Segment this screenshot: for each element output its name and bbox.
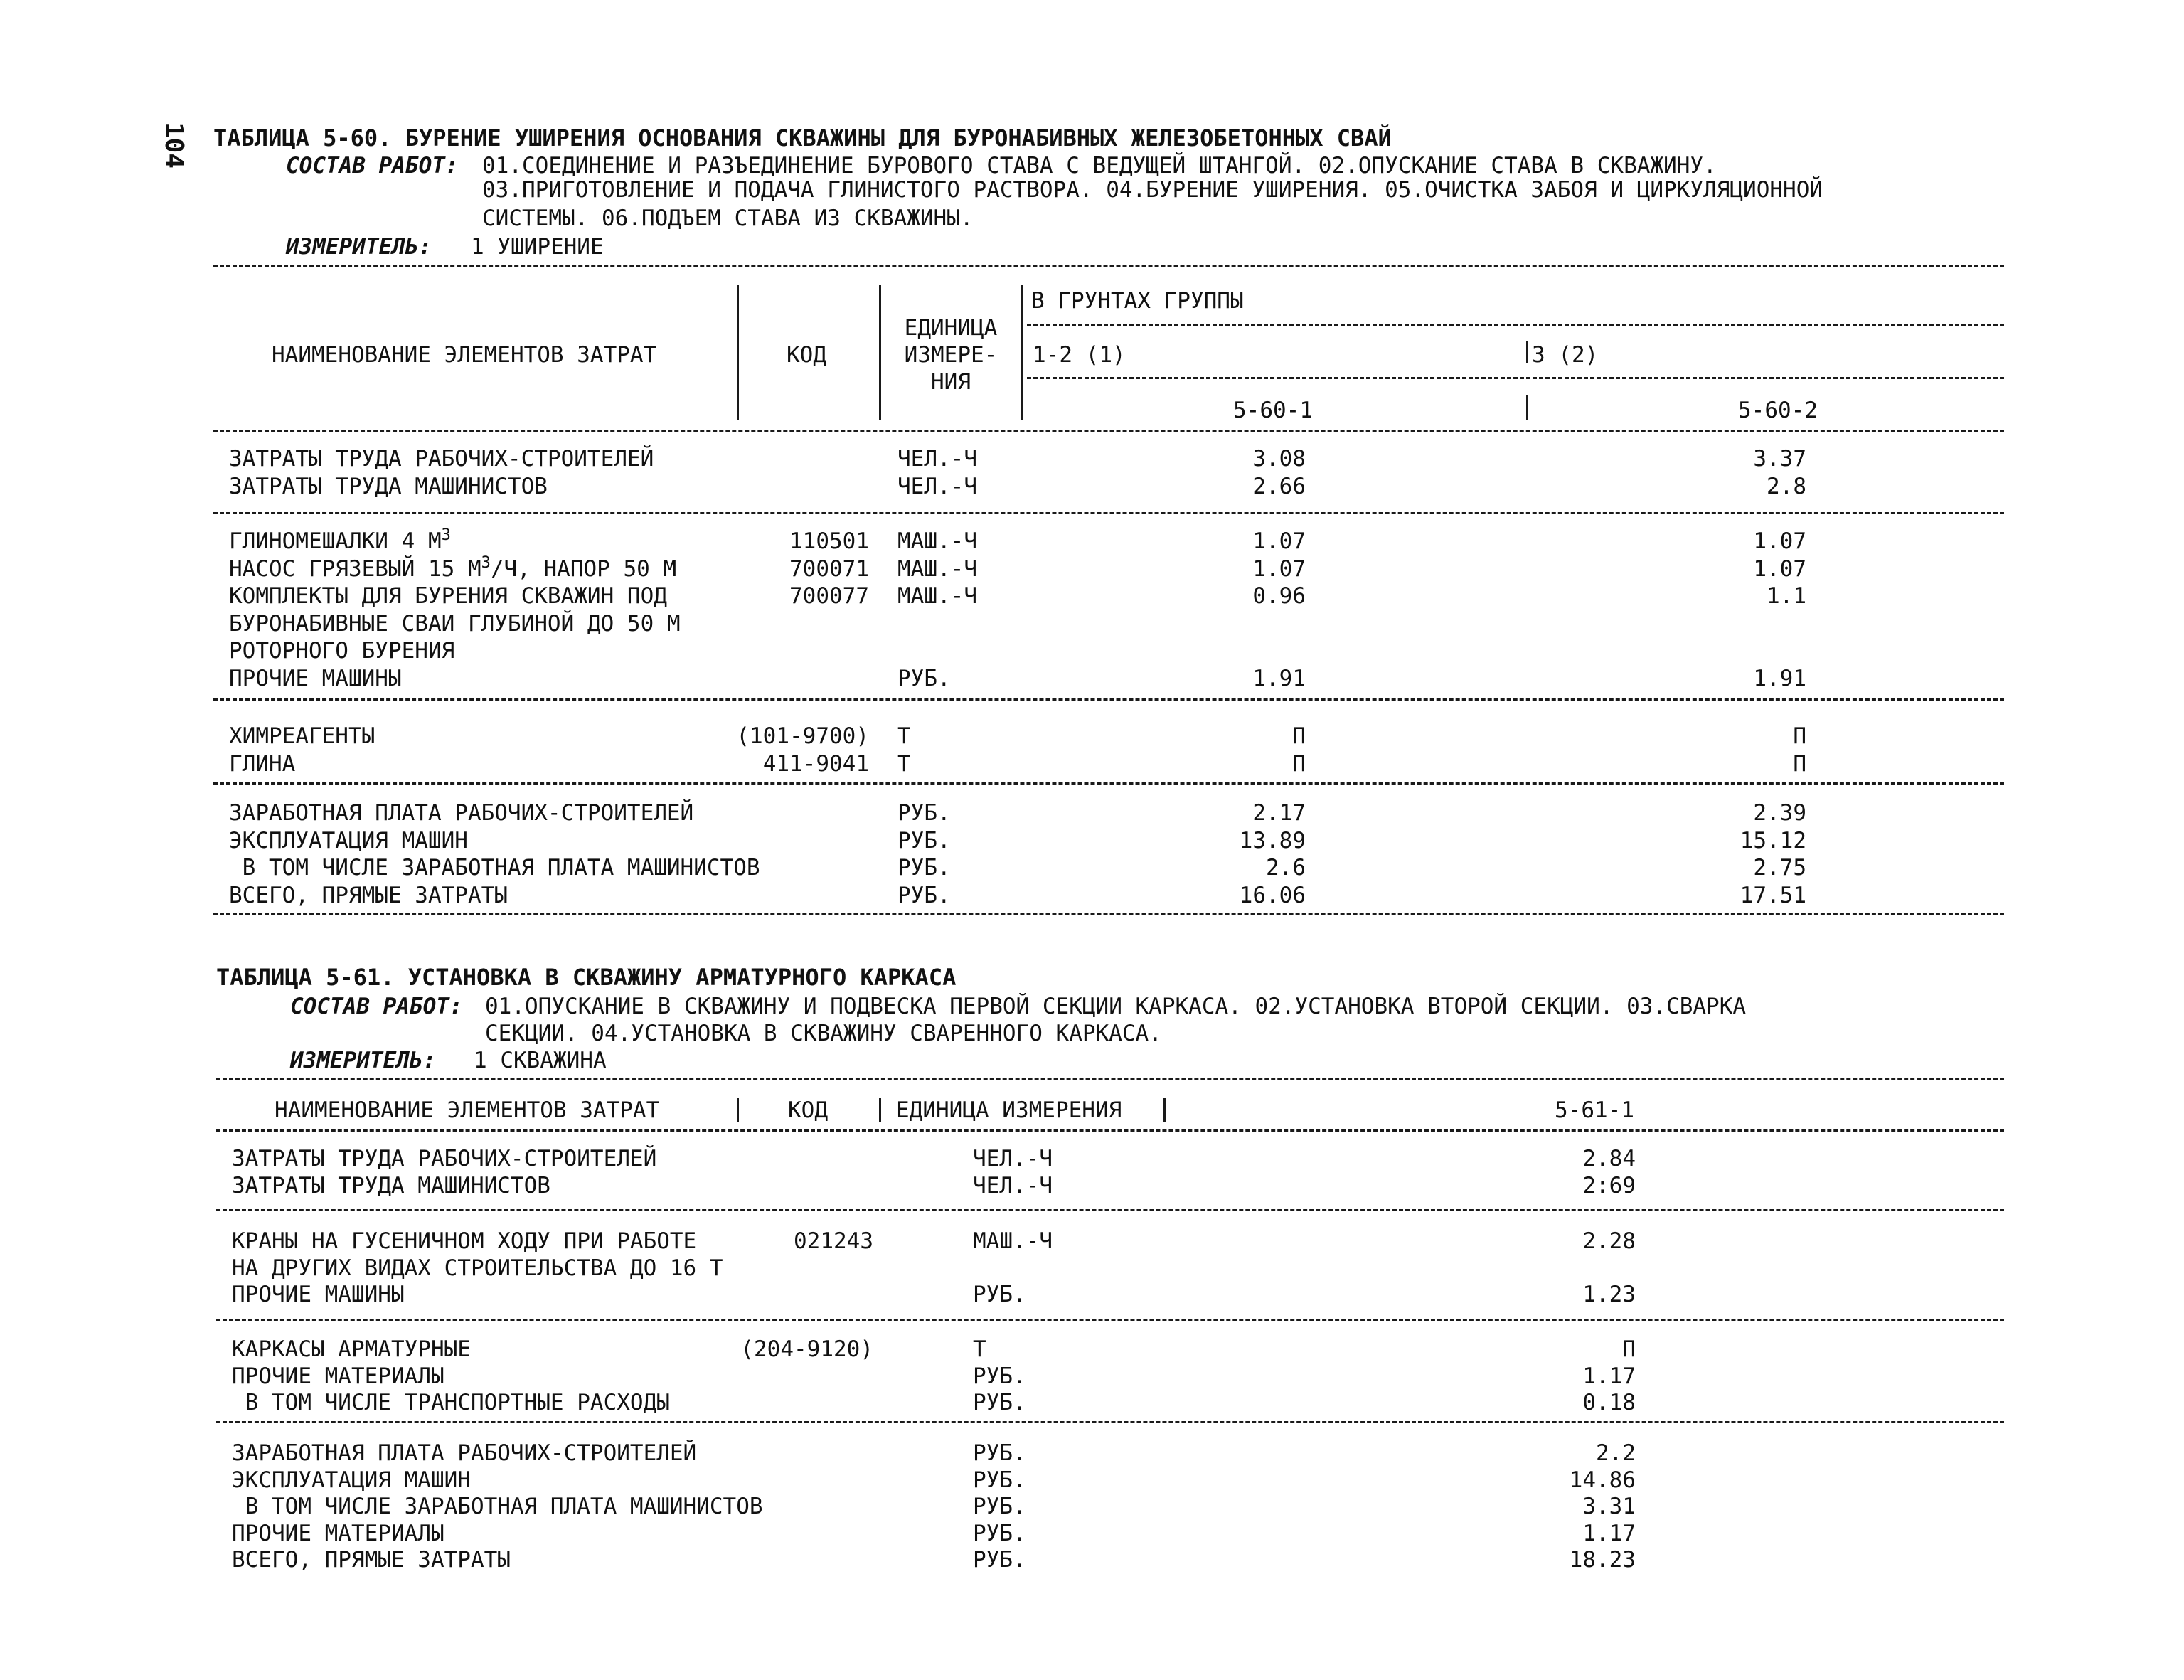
table1-row-value-1: 1.91 <box>1252 666 1306 691</box>
table1-row-unit: ЧЕЛ.-Ч <box>897 446 977 472</box>
table1-row-code: 411-9041 <box>762 751 869 777</box>
table1-row-name <box>229 885 508 907</box>
table1-header-rule <box>1027 377 2004 379</box>
table1-col-divider <box>879 285 881 420</box>
table2-row-value: П <box>1622 1336 1636 1362</box>
table2-top-rule <box>216 1078 2004 1080</box>
table1-row-unit: РУБ. <box>897 666 951 691</box>
table1-header-code: КОД <box>787 342 826 368</box>
table1-row-name <box>229 448 654 470</box>
table2-row-name <box>232 1336 471 1362</box>
table1-row-name <box>229 830 468 852</box>
row-name-text: ХИМРЕАГЕНТЫ <box>229 723 375 749</box>
table2-section-rule <box>216 1421 2004 1423</box>
table1-row-value-2: 2.75 <box>1753 855 1806 881</box>
table2-row-unit: РУБ. <box>973 1282 1026 1307</box>
table2-row-value: 3.31 <box>1582 1494 1636 1519</box>
row-name-text: ПРОЧИЕ МАТЕРИАЛЫ <box>232 1521 444 1546</box>
table1-row-value-1: 2.6 <box>1266 855 1306 881</box>
table1-header-unit: ИЗМЕРЕ- <box>904 342 998 368</box>
table1-row-value-2: 1.07 <box>1753 556 1806 582</box>
table1-row-value-2: П <box>1793 751 1806 777</box>
table2-row-name <box>232 1549 511 1571</box>
row-name-text: ЗАРАБОТНАЯ ПЛАТА РАБОЧИХ-СТРОИТЕЛЕЙ <box>232 1440 697 1466</box>
table2-row-value: 1.23 <box>1582 1282 1636 1307</box>
table1-header-col1: 5-60-1 <box>1233 398 1313 423</box>
table1-top-rule <box>213 265 2004 267</box>
table1-row-value-1: 2.17 <box>1252 800 1306 826</box>
table1-row-name <box>229 668 402 690</box>
table1-row-unit: МАШ.-Ч <box>897 583 977 609</box>
table2-row-unit: МАШ.-Ч <box>973 1228 1053 1254</box>
table2-row-unit: РУБ. <box>973 1494 1026 1519</box>
table1-row-value-1: П <box>1292 751 1306 777</box>
table1-row-value-1: 3.08 <box>1252 446 1306 472</box>
table1-row-unit: РУБ. <box>897 800 951 826</box>
table2-row-name <box>232 1469 471 1492</box>
table1-measure-value: 1 УШИРЕНИЕ <box>471 234 604 260</box>
table1-row-value-1: 2.66 <box>1252 474 1306 499</box>
table1-row-code: 700077 <box>789 583 869 609</box>
table2-row-name <box>232 1363 444 1389</box>
table2-row-unit: ЧЕЛ.-Ч <box>973 1173 1053 1198</box>
table2-row-code: 021243 <box>794 1228 873 1254</box>
table1-title: ТАБЛИЦА 5-60. БУРЕНИЕ УШИРЕНИЯ ОСНОВАНИЯ СКВАЖИНЫ ДЛЯ БУРОНАБИВНЫХ ЖЕЛЕЗОБЕТОННЫХ СВАЙ <box>213 124 1392 151</box>
table1-section-rule <box>213 913 2004 915</box>
table2-row-value: 0.18 <box>1582 1390 1636 1415</box>
table2-header-unit: ЕДИНИЦА ИЗМЕРЕНИЯ <box>896 1097 1122 1123</box>
table1-col-divider <box>1021 285 1023 420</box>
table1-row-name <box>229 476 548 498</box>
row-name-text: РОТОРНОГО БУРЕНИЯ <box>229 638 455 664</box>
table1-col-divider <box>737 285 739 420</box>
table1-header-col2: 5-60-2 <box>1738 398 1818 423</box>
row-name-text: ЗАТРАТЫ ТРУДА РАБОЧИХ-СТРОИТЕЛЕЙ <box>232 1146 657 1171</box>
table2-header-name: НАИМЕНОВАНИЕ ЭЛЕМЕНТОВ ЗАТРАТ <box>275 1097 660 1123</box>
table2-row-name <box>232 1284 405 1306</box>
table1-row-value-1: 1.07 <box>1252 556 1306 582</box>
table2-row-unit: Т <box>973 1336 986 1362</box>
table1-header-group: В ГРУНТАХ ГРУППЫ <box>1031 288 1244 314</box>
table2-row-value: 2.84 <box>1582 1146 1636 1171</box>
table1-col-divider <box>1526 395 1528 420</box>
table1-row-unit: Т <box>897 751 911 777</box>
row-name-text: В ТОМ ЧИСЛЕ ТРАНСПОРТНЫЕ РАСХОДЫ <box>232 1390 670 1415</box>
superscript: 3 <box>481 554 491 572</box>
row-name-text: БУРОНАБИВНЫЕ СВАИ ГЛУБИНОЙ ДО 50 М <box>229 611 681 637</box>
row-name-text: ЗАТРАТЫ ТРУДА МАШИНИСТОВ <box>232 1173 550 1198</box>
table1-col-divider <box>1526 341 1528 363</box>
table2-col-divider <box>737 1098 739 1122</box>
table1-row-name <box>229 554 677 582</box>
table2-row-unit: РУБ. <box>973 1440 1026 1466</box>
row-name-text: КОМПЛЕКТЫ ДЛЯ БУРЕНИЯ СКВАЖИН ПОД <box>229 583 667 609</box>
row-name-text: В ТОМ ЧИСЛЕ ЗАРАБОТНАЯ ПЛАТА МАШИНИСТОВ <box>229 855 760 881</box>
row-name-text: ЭКСПЛУАТАЦИЯ МАШИН <box>229 828 468 854</box>
table1-composition-label: СОСТАВ РАБОТ: <box>286 153 459 179</box>
table1-row-unit: РУБ. <box>897 883 951 908</box>
row-name-text: ГЛИНА <box>229 751 296 777</box>
table2-measure-label: ИЗМЕРИТЕЛЬ: <box>290 1048 437 1073</box>
table2-section-rule <box>216 1319 2004 1321</box>
table1-row-value-2: 3.37 <box>1753 446 1806 472</box>
table2-row-name <box>232 1255 723 1281</box>
table1-row-name <box>229 725 375 748</box>
table2-row-value: 2:69 <box>1582 1173 1636 1198</box>
table2-header-bottom-rule <box>216 1129 2004 1132</box>
row-name-text: ПРОЧИЕ МАШИНЫ <box>232 1282 405 1307</box>
table1-row-code: 110501 <box>789 528 869 554</box>
table1-section-rule <box>213 512 2004 514</box>
row-name-text: ЗАТРАТЫ ТРУДА МАШИНИСТОВ <box>229 474 548 499</box>
table1-row-unit: МАШ.-Ч <box>897 556 977 582</box>
table1-row-name <box>229 585 667 607</box>
table1-row-name <box>229 526 451 554</box>
table2-row-value: 2.28 <box>1582 1228 1636 1254</box>
table1-row-code: 700071 <box>789 556 869 582</box>
table1-row-name <box>229 857 760 879</box>
table1-section-rule <box>213 782 2004 785</box>
row-name-text: КРАНЫ НА ГУСЕНИЧНОМ ХОДУ ПРИ РАБОТЕ <box>232 1228 697 1254</box>
row-name-text: ЗАТРАТЫ ТРУДА РАБОЧИХ-СТРОИТЕЛЕЙ <box>229 446 654 472</box>
table2-row-name <box>232 1230 696 1253</box>
table2-row-unit: РУБ. <box>973 1363 1026 1389</box>
table2-row-name <box>232 1392 670 1414</box>
row-name-text: ЭКСПЛУАТАЦИЯ МАШИН <box>232 1467 471 1493</box>
table2-row-value: 14.86 <box>1569 1467 1636 1493</box>
table1-composition-line: 01.СОЕДИНЕНИЕ И РАЗЪЕДИНЕНИЕ БУРОВОГО СТАВА С ВЕДУЩЕЙ ШТАНГОЙ. 02.ОПУСКАНИЕ СТАВА В СКВАЖИНУ. <box>482 153 1717 179</box>
row-name-text: КАРКАСЫ АРМАТУРНЫЕ <box>232 1336 471 1362</box>
table2-row-name <box>232 1523 444 1545</box>
table1-measure-label: ИЗМЕРИТЕЛЬ: <box>286 234 432 260</box>
row-name-text: ВСЕГО, ПРЯМЫЕ ЗАТРАТЫ <box>229 883 508 908</box>
table2-row-name <box>232 1148 656 1170</box>
row-name-text: В ТОМ ЧИСЛЕ ЗАРАБОТНАЯ ПЛАТА МАШИНИСТОВ <box>232 1494 763 1519</box>
table1-row-value-2: 2.39 <box>1753 800 1806 826</box>
table1-row-value-2: 1.91 <box>1753 666 1806 691</box>
table1-row-value-2: 1.07 <box>1753 528 1806 554</box>
table1-row-value-1: 16.06 <box>1239 883 1306 908</box>
table2-row-value: 1.17 <box>1582 1521 1636 1546</box>
table1-header-group2: 3 (2) <box>1532 342 1599 368</box>
table2-section-rule <box>216 1209 2004 1211</box>
table1-row-unit: МАШ.-Ч <box>897 528 977 554</box>
table1-header-bottom-rule <box>213 430 2004 432</box>
table1-row-unit: ЧЕЛ.-Ч <box>897 474 977 499</box>
table2-row-value: 1.17 <box>1582 1363 1636 1389</box>
table1-composition-line: 03.ПРИГОТОВЛЕНИЕ И ПОДАЧА ГЛИНИСТОГО РАСТВОРА. 04.БУРЕНИЕ УШИРЕНИЯ. 05.ОЧИСТКА ЗАБОЯ И ЦИРКУЛЯЦИОННОЙ <box>482 177 1823 203</box>
table1-row-name <box>229 802 693 824</box>
table2-col-divider <box>1163 1098 1166 1122</box>
row-name-text: ПРОЧИЕ МАШИНЫ <box>229 666 402 691</box>
table1-row-unit: РУБ. <box>897 828 951 854</box>
table2-row-unit: РУБ. <box>973 1390 1026 1415</box>
table1-header-unit: ЕДИНИЦА <box>904 315 998 341</box>
table2-header-col1: 5-61-1 <box>1555 1097 1634 1123</box>
table2-row-unit: РУБ. <box>973 1547 1026 1573</box>
table2-row-unit: ЧЕЛ.-Ч <box>973 1146 1053 1171</box>
table1-row-name <box>229 613 681 635</box>
table1-header-unit: НИЯ <box>931 369 971 395</box>
table2-measure-value: 1 СКВАЖИНА <box>474 1048 607 1073</box>
row-name-text: НА ДРУГИХ ВИДАХ СТРОИТЕЛЬСТВА ДО 16 Т <box>232 1255 723 1281</box>
table2-composition-line: СЕКЦИИ. 04.УСТАНОВКА В СКВАЖИНУ СВАРЕННОГО КАРКАСА. <box>485 1021 1162 1046</box>
table2-col-divider <box>879 1098 881 1122</box>
row-name-text: ВСЕГО, ПРЯМЫЕ ЗАТРАТЫ <box>232 1547 511 1573</box>
table1-composition-line: СИСТЕМЫ. 06.ПОДЪЕМ СТАВА ИЗ СКВАЖИНЫ. <box>482 206 974 231</box>
table1-row-unit: РУБ. <box>897 855 951 881</box>
page-number: 104 <box>159 122 188 169</box>
table1-row-value-2: 1.1 <box>1767 583 1806 609</box>
table1-header-name: НАИМЕНОВАНИЕ ЭЛЕМЕНТОВ ЗАТРАТ <box>272 342 657 368</box>
table2-row-name <box>232 1175 550 1197</box>
table1-header-rule <box>1027 324 2004 326</box>
table2-row-unit: РУБ. <box>973 1467 1026 1493</box>
table2-row-value: 2.2 <box>1596 1440 1636 1466</box>
table1-row-value-2: 17.51 <box>1740 883 1806 908</box>
row-name-tail: /Ч, НАПОР 50 М <box>490 556 677 582</box>
table2-header-code: КОД <box>788 1097 828 1123</box>
table1-row-value-1: 13.89 <box>1239 828 1306 854</box>
table2-row-unit: РУБ. <box>973 1521 1026 1546</box>
row-name-text: ЗАРАБОТНАЯ ПЛАТА РАБОЧИХ-СТРОИТЕЛЕЙ <box>229 800 694 826</box>
table2-composition-label: СОСТАВ РАБОТ: <box>290 994 463 1019</box>
table2-row-code: (204-9120) <box>740 1336 873 1362</box>
table1-row-code: (101-9700) <box>736 723 869 749</box>
row-name-text: ГЛИНОМЕШАЛКИ 4 М <box>229 528 442 554</box>
table1-header-group1: 1-2 (1) <box>1033 342 1126 368</box>
table1-row-value-2: 15.12 <box>1740 828 1806 854</box>
table1-row-value-1: П <box>1292 723 1306 749</box>
table1-row-name <box>229 640 454 662</box>
table2-row-name <box>232 1496 763 1518</box>
table2-row-value: 18.23 <box>1569 1547 1636 1573</box>
table1-row-name <box>229 753 295 775</box>
table1-row-value-1: 0.96 <box>1252 583 1306 609</box>
row-name-text: ПРОЧИЕ МАТЕРИАЛЫ <box>232 1363 444 1389</box>
table2-title: ТАБЛИЦА 5-61. УСТАНОВКА В СКВАЖИНУ АРМАТУРНОГО КАРКАСА <box>216 964 957 991</box>
table2-row-name <box>232 1442 696 1464</box>
table1-row-value-1: 1.07 <box>1252 528 1306 554</box>
superscript: 3 <box>441 526 451 544</box>
table1-row-value-2: 2.8 <box>1767 474 1806 499</box>
table1-row-unit: Т <box>897 723 911 749</box>
table1-row-value-2: П <box>1793 723 1806 749</box>
table1-section-rule <box>213 698 2004 701</box>
table2-composition-line: 01.ОПУСКАНИЕ В СКВАЖИНУ И ПОДВЕСКА ПЕРВОЙ СЕКЦИИ КАРКАСА. 02.УСТАНОВКА ВТОРОЙ СЕКЦИИ. 03.СВАРКА <box>485 994 1747 1019</box>
row-name-text: НАСОС ГРЯЗЕВЫЙ 15 М <box>229 556 481 582</box>
